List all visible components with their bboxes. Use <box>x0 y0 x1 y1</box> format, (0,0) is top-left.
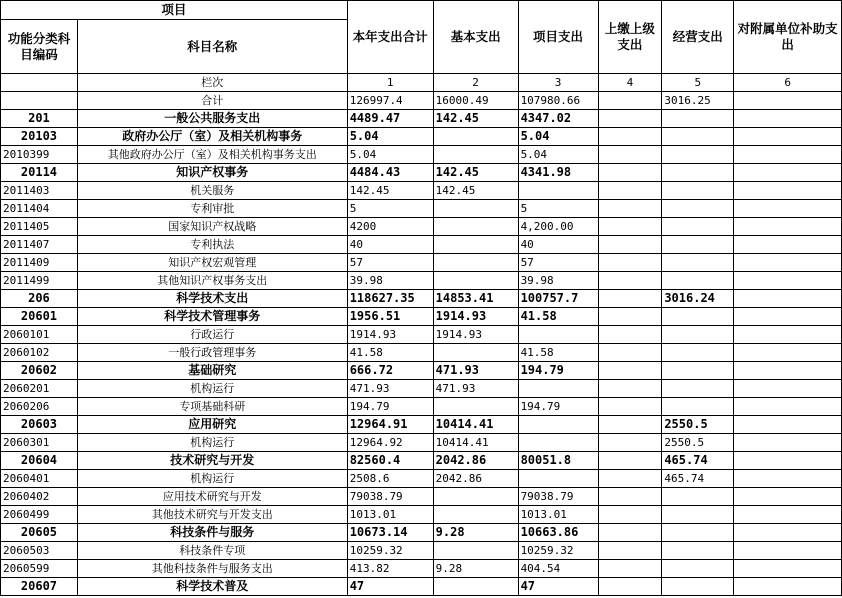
row-code: 2011407 <box>1 236 78 254</box>
row-basic: 1914.93 <box>433 326 518 344</box>
table-row <box>1 110 842 128</box>
row-upper <box>598 254 662 272</box>
row-code: 2011405 <box>1 218 78 236</box>
row-total: 126997.4 <box>347 92 433 110</box>
row-upper <box>598 182 662 200</box>
row-upper <box>598 506 662 524</box>
row-code: 2060301 <box>1 434 78 452</box>
row-upper <box>598 524 662 542</box>
row-total: 4200 <box>347 218 433 236</box>
row-basic <box>433 506 518 524</box>
row-upper <box>598 200 662 218</box>
row-upper <box>598 488 662 506</box>
row-code: 2011409 <box>1 254 78 272</box>
table-row <box>1 254 842 272</box>
table-row <box>1 398 842 416</box>
row-project: 47 <box>518 578 598 596</box>
row-upper <box>598 452 662 470</box>
row-upper <box>598 560 662 578</box>
row-basic: 14853.41 <box>433 290 518 308</box>
row-total: 471.93 <box>347 380 433 398</box>
row-project: 5 <box>518 200 598 218</box>
row-project <box>518 326 598 344</box>
row-code: 20604 <box>1 452 78 470</box>
row-total: 1956.51 <box>347 308 433 326</box>
row-subsidy <box>734 434 842 452</box>
row-operating <box>662 236 734 254</box>
row-operating <box>662 488 734 506</box>
row-total: 5.04 <box>347 146 433 164</box>
row-subsidy <box>734 416 842 434</box>
table-row <box>1 560 842 578</box>
row-upper <box>598 434 662 452</box>
row-code: 20114 <box>1 164 78 182</box>
row-operating <box>662 218 734 236</box>
row-basic <box>433 146 518 164</box>
row-name: 国家知识产权战略 <box>77 218 347 236</box>
row-total: 79038.79 <box>347 488 433 506</box>
row-name: 机构运行 <box>77 380 347 398</box>
row-project <box>518 380 598 398</box>
row-project: 107980.66 <box>518 92 598 110</box>
row-project: 4,200.00 <box>518 218 598 236</box>
row-subsidy <box>734 236 842 254</box>
row-basic: 1914.93 <box>433 308 518 326</box>
table-row <box>1 182 842 200</box>
row-name: 科学技术普及 <box>77 578 347 596</box>
row-code: 20605 <box>1 524 78 542</box>
row-code: 2060402 <box>1 488 78 506</box>
row-name: 机关服务 <box>77 182 347 200</box>
row-code: 2010399 <box>1 146 78 164</box>
row-total: 39.98 <box>347 272 433 290</box>
row-basic <box>433 344 518 362</box>
row-project: 100757.7 <box>518 290 598 308</box>
row-operating <box>662 128 734 146</box>
row-project <box>518 470 598 488</box>
row-name: 技术研究与开发 <box>77 452 347 470</box>
row-upper <box>598 542 662 560</box>
row-project: 194.79 <box>518 398 598 416</box>
table-row <box>1 452 842 470</box>
table-row <box>1 308 842 326</box>
table-row <box>1 128 842 146</box>
row-upper <box>598 362 662 380</box>
row-project: 4347.02 <box>518 110 598 128</box>
row-name: 科学技术管理事务 <box>77 308 347 326</box>
row-total: 40 <box>347 236 433 254</box>
row-operating <box>662 200 734 218</box>
row-total: 82560.4 <box>347 452 433 470</box>
row-basic: 471.93 <box>433 362 518 380</box>
row-operating <box>662 326 734 344</box>
row-upper <box>598 92 662 110</box>
row-basic <box>433 542 518 560</box>
row-name: 专利审批 <box>77 200 347 218</box>
row-subsidy <box>734 578 842 596</box>
row-subsidy <box>734 254 842 272</box>
row-subsidy <box>734 398 842 416</box>
row-code: 2060503 <box>1 542 78 560</box>
row-code: 2060499 <box>1 506 78 524</box>
row-project: 5.04 <box>518 128 598 146</box>
table-row <box>1 200 842 218</box>
row-project: 404.54 <box>518 560 598 578</box>
row-name: 科技条件专项 <box>77 542 347 560</box>
row-upper <box>598 164 662 182</box>
header-operating: 经营支出 <box>662 1 734 74</box>
row-operating <box>662 524 734 542</box>
row-basic: 9.28 <box>433 560 518 578</box>
index-5: 5 <box>662 74 734 92</box>
row-subsidy <box>734 110 842 128</box>
row-total: 4489.47 <box>347 110 433 128</box>
table-row <box>1 506 842 524</box>
index-4: 4 <box>598 74 662 92</box>
row-name: 行政运行 <box>77 326 347 344</box>
row-code: 2011403 <box>1 182 78 200</box>
row-code: 2011499 <box>1 272 78 290</box>
row-name: 其他技术研究与开发支出 <box>77 506 347 524</box>
row-total: 12964.91 <box>347 416 433 434</box>
row-subsidy <box>734 488 842 506</box>
row-upper <box>598 110 662 128</box>
row-upper <box>598 218 662 236</box>
row-operating <box>662 164 734 182</box>
row-name: 其他政府办公厅（室）及相关机构事务支出 <box>77 146 347 164</box>
row-project: 40 <box>518 236 598 254</box>
row-operating: 465.74 <box>662 452 734 470</box>
header-project: 项目支出 <box>518 1 598 74</box>
row-total: 10259.32 <box>347 542 433 560</box>
row-total: 118627.35 <box>347 290 433 308</box>
row-name: 一般行政管理事务 <box>77 344 347 362</box>
row-total: 2508.6 <box>347 470 433 488</box>
row-total: 666.72 <box>347 362 433 380</box>
index-row <box>1 74 842 92</box>
row-basic <box>433 272 518 290</box>
row-name: 专利执法 <box>77 236 347 254</box>
row-upper <box>598 146 662 164</box>
row-project: 194.79 <box>518 362 598 380</box>
row-subsidy <box>734 272 842 290</box>
row-subsidy <box>734 524 842 542</box>
row-operating <box>662 182 734 200</box>
row-total: 12964.92 <box>347 434 433 452</box>
row-upper <box>598 416 662 434</box>
row-subsidy <box>734 326 842 344</box>
row-name: 应用技术研究与开发 <box>77 488 347 506</box>
table-row <box>1 380 842 398</box>
row-total: 47 <box>347 578 433 596</box>
row-subsidy <box>734 290 842 308</box>
row-project: 10259.32 <box>518 542 598 560</box>
row-operating <box>662 542 734 560</box>
row-basic <box>433 128 518 146</box>
row-code: 201 <box>1 110 78 128</box>
row-operating: 3016.24 <box>662 290 734 308</box>
row-project: 80051.8 <box>518 452 598 470</box>
header-basic: 基本支出 <box>433 1 518 74</box>
index-2: 2 <box>433 74 518 92</box>
table-row <box>1 218 842 236</box>
table-row <box>1 578 842 596</box>
row-project: 1013.01 <box>518 506 598 524</box>
row-total: 41.58 <box>347 344 433 362</box>
row-operating <box>662 146 734 164</box>
row-total: 1013.01 <box>347 506 433 524</box>
row-total: 57 <box>347 254 433 272</box>
row-subsidy <box>734 380 842 398</box>
table-row <box>1 326 842 344</box>
row-basic: 16000.49 <box>433 92 518 110</box>
row-name: 专项基础科研 <box>77 398 347 416</box>
row-subsidy <box>734 506 842 524</box>
row-name: 知识产权事务 <box>77 164 347 182</box>
row-subsidy <box>734 362 842 380</box>
header-item: 项目 <box>1 1 348 20</box>
row-subsidy <box>734 128 842 146</box>
row-basic <box>433 200 518 218</box>
row-upper <box>598 290 662 308</box>
row-total: 1914.93 <box>347 326 433 344</box>
row-subsidy <box>734 452 842 470</box>
row-total: 194.79 <box>347 398 433 416</box>
row-basic <box>433 398 518 416</box>
row-operating: 2550.5 <box>662 416 734 434</box>
row-name: 政府办公厅（室）及相关机构事务 <box>77 128 347 146</box>
row-name: 知识产权宏观管理 <box>77 254 347 272</box>
row-code <box>1 92 78 110</box>
row-basic <box>433 254 518 272</box>
index-1: 1 <box>347 74 433 92</box>
row-subsidy <box>734 164 842 182</box>
row-name: 科学技术支出 <box>77 290 347 308</box>
row-operating <box>662 362 734 380</box>
row-subsidy <box>734 560 842 578</box>
table-row <box>1 362 842 380</box>
row-operating <box>662 110 734 128</box>
row-operating <box>662 272 734 290</box>
row-code: 2060599 <box>1 560 78 578</box>
table-row <box>1 416 842 434</box>
row-code: 2060201 <box>1 380 78 398</box>
row-total: 5 <box>347 200 433 218</box>
row-basic: 2042.86 <box>433 470 518 488</box>
row-code: 2011404 <box>1 200 78 218</box>
row-total: 4484.43 <box>347 164 433 182</box>
row-upper <box>598 344 662 362</box>
row-operating: 3016.25 <box>662 92 734 110</box>
row-code: 2060206 <box>1 398 78 416</box>
index-label: 栏次 <box>77 74 347 92</box>
row-name: 基础研究 <box>77 362 347 380</box>
row-total: 413.82 <box>347 560 433 578</box>
table-row <box>1 542 842 560</box>
row-project: 5.04 <box>518 146 598 164</box>
row-basic <box>433 488 518 506</box>
row-project: 79038.79 <box>518 488 598 506</box>
row-project <box>518 182 598 200</box>
row-basic: 471.93 <box>433 380 518 398</box>
table-row <box>1 290 842 308</box>
row-project: 41.58 <box>518 344 598 362</box>
row-operating <box>662 344 734 362</box>
row-code: 20601 <box>1 308 78 326</box>
row-subsidy <box>734 218 842 236</box>
table-row <box>1 164 842 182</box>
row-operating <box>662 506 734 524</box>
header-total: 本年支出合计 <box>347 1 433 74</box>
row-upper <box>598 236 662 254</box>
row-code: 20607 <box>1 578 78 596</box>
row-subsidy <box>734 344 842 362</box>
table-row <box>1 92 842 110</box>
header-subsidy: 对附属单位补助支出 <box>734 1 842 74</box>
row-basic: 9.28 <box>433 524 518 542</box>
row-code: 2060101 <box>1 326 78 344</box>
row-subsidy <box>734 542 842 560</box>
row-operating <box>662 380 734 398</box>
header-upper: 上缴上级支出 <box>598 1 662 74</box>
row-subsidy <box>734 200 842 218</box>
row-basic: 142.45 <box>433 110 518 128</box>
row-operating: 2550.5 <box>662 434 734 452</box>
row-total: 10673.14 <box>347 524 433 542</box>
row-name: 合计 <box>77 92 347 110</box>
header-name: 科目名称 <box>77 20 347 74</box>
row-upper <box>598 398 662 416</box>
row-name: 其他知识产权事务支出 <box>77 272 347 290</box>
row-subsidy <box>734 92 842 110</box>
row-project <box>518 434 598 452</box>
row-upper <box>598 380 662 398</box>
row-upper <box>598 308 662 326</box>
row-basic: 2042.86 <box>433 452 518 470</box>
index-6: 6 <box>734 74 842 92</box>
row-operating <box>662 308 734 326</box>
row-code: 206 <box>1 290 78 308</box>
row-basic: 10414.41 <box>433 434 518 452</box>
row-code: 20602 <box>1 362 78 380</box>
row-subsidy <box>734 182 842 200</box>
row-operating <box>662 560 734 578</box>
row-subsidy <box>734 470 842 488</box>
row-subsidy <box>734 308 842 326</box>
row-upper <box>598 326 662 344</box>
row-basic <box>433 578 518 596</box>
table-row <box>1 524 842 542</box>
row-project: 4341.98 <box>518 164 598 182</box>
row-project: 57 <box>518 254 598 272</box>
row-upper <box>598 272 662 290</box>
row-code: 2060102 <box>1 344 78 362</box>
row-operating <box>662 398 734 416</box>
row-name: 机构运行 <box>77 434 347 452</box>
row-operating: 465.74 <box>662 470 734 488</box>
row-project: 41.58 <box>518 308 598 326</box>
row-project: 10663.86 <box>518 524 598 542</box>
row-basic: 10414.41 <box>433 416 518 434</box>
row-operating <box>662 578 734 596</box>
row-basic <box>433 218 518 236</box>
row-basic: 142.45 <box>433 164 518 182</box>
index-3: 3 <box>518 74 598 92</box>
table-row <box>1 344 842 362</box>
table-row <box>1 434 842 452</box>
header-code: 功能分类科目编码 <box>1 20 78 74</box>
row-operating <box>662 254 734 272</box>
table-row <box>1 236 842 254</box>
row-upper <box>598 128 662 146</box>
row-project <box>518 416 598 434</box>
row-project: 39.98 <box>518 272 598 290</box>
row-basic <box>433 236 518 254</box>
row-upper <box>598 578 662 596</box>
row-total: 5.04 <box>347 128 433 146</box>
table-row <box>1 488 842 506</box>
row-basic: 142.45 <box>433 182 518 200</box>
row-code: 2060401 <box>1 470 78 488</box>
table-row <box>1 272 842 290</box>
row-name: 一般公共服务支出 <box>77 110 347 128</box>
row-upper <box>598 470 662 488</box>
row-name: 科技条件与服务 <box>77 524 347 542</box>
row-subsidy <box>734 146 842 164</box>
row-name: 其他科技条件与服务支出 <box>77 560 347 578</box>
table-row <box>1 146 842 164</box>
row-code: 20103 <box>1 128 78 146</box>
table-row <box>1 470 842 488</box>
row-total: 142.45 <box>347 182 433 200</box>
row-code: 20603 <box>1 416 78 434</box>
row-name: 机构运行 <box>77 470 347 488</box>
row-name: 应用研究 <box>77 416 347 434</box>
